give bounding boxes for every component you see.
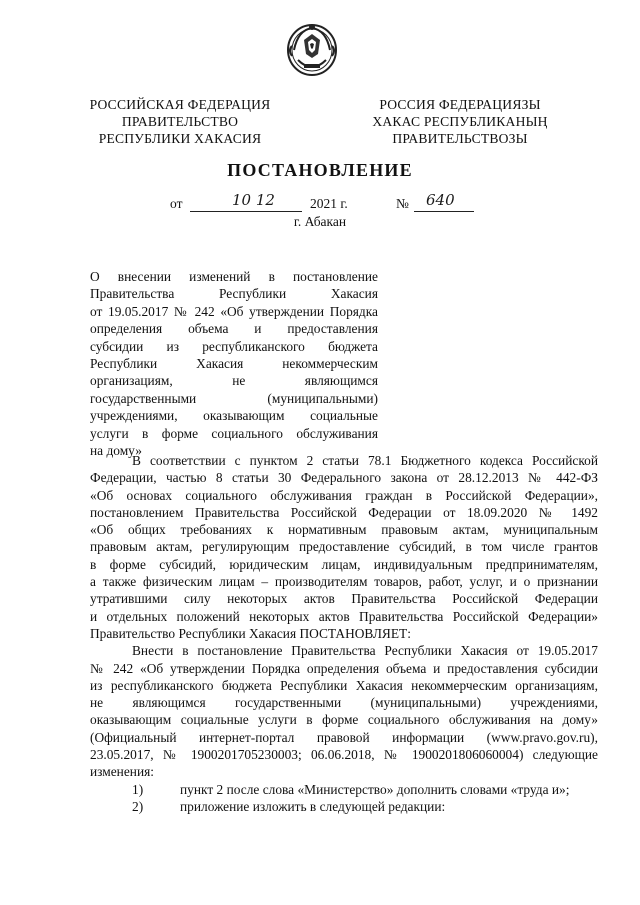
header-khakas-line: РОССИЯ ФЕДЕРАЦИЯЗЫ: [379, 97, 541, 112]
subject-line: О внесении изменений в постановление: [90, 269, 378, 284]
body-line: оказывающим социальные услуги в форме социального обслуживания на дому»: [90, 712, 598, 728]
coat-of-arms-emblem: [284, 20, 340, 78]
city-label: г. Абакан: [293, 214, 347, 229]
subject-line: Правительства Республики Хакасия: [90, 286, 378, 302]
list-item-number: 2): [132, 798, 144, 814]
subject-line: от 19.05.2017 № 242 «Об утверждении Порядка: [90, 303, 378, 319]
handwritten-date: 10 12: [232, 191, 275, 209]
subject-line: услуги в форме социального обслуживания: [90, 425, 378, 441]
list-item-number: 1): [132, 781, 144, 797]
header-ru-line: РЕСПУБЛИКИ ХАКАСИЯ: [98, 131, 262, 146]
body-line: изменения:: [90, 764, 155, 780]
body-line: и отдельных положений некоторых актов Правительства Российской Федерации»: [90, 608, 598, 624]
header-ru-line: РОССИЙСКАЯ ФЕДЕРАЦИЯ: [89, 97, 271, 112]
subject-line: на дому»: [90, 442, 142, 458]
body-line: В соответствии с пунктом 2 статьи 78.1 Бюджетного кодекса Российской: [132, 453, 598, 468]
number-underline: [414, 211, 474, 212]
list-item-text: пункт 2 после слова «Министерство» дополнить словами «труда и»;: [180, 781, 570, 797]
list-item: [90, 781, 598, 798]
subject-line: учреждениями, оказывающим социальные: [90, 408, 378, 424]
document-body: [90, 452, 598, 815]
body-line: правовым актам, регулирующим предоставление субсидий, в том числе грантов: [90, 539, 598, 555]
body-line: Правительство Республики Хакасия ПОСТАНОВЛЯЕТ:: [90, 625, 411, 641]
body-line: в форме субсидий, юридическим лицам, индивидуальным предпринимателям,: [90, 556, 598, 572]
body-line: (Официальный интернет-портал правовой информации (www.pravo.gov.ru),: [90, 729, 598, 745]
body-line: № 242 «Об утверждении Порядка определения объема и предоставления субсидии: [90, 660, 598, 676]
year-label: 2021 г.: [310, 196, 348, 211]
list-item-text: приложение изложить в следующей редакции:: [180, 798, 446, 814]
body-line: постановлением Правительства Российской Федерации от 18.09.2020 № 1492: [90, 504, 598, 520]
body-line: Федерации, частью 8 статьи 30 Федерального закона от 28.12.2013 № 442-ФЗ: [90, 470, 598, 486]
body-line: 23.05.2017, № 1900201705230003; 06.06.2018, № 1900201806060004) следующие: [90, 747, 598, 763]
body-line: не являющимся государственными (муниципальными) учреждениями,: [90, 695, 598, 711]
date-number-line: [170, 191, 480, 214]
document-title: ПОСТАНОВЛЕНИЕ: [227, 160, 413, 180]
body-line: из республиканского бюджета Республики Хакасия некоммерческим организациям,: [90, 677, 598, 693]
header-ru-line: ПРАВИТЕЛЬСТВО: [121, 114, 239, 129]
body-line: «Об общих требованиях к нормативным правовым актам, муниципальным: [90, 522, 598, 538]
header-ru-block: [80, 96, 280, 147]
body-line: «Об основах социального обслуживания граждан в Российской Федерации»,: [90, 487, 598, 503]
subject-line: организациям, не являющимся: [90, 373, 378, 389]
subject-line: субсидии из республиканского бюджета: [90, 338, 378, 354]
subject-line: государственными (муниципальными): [90, 390, 378, 406]
body-line: Внести в постановление Правительства Республики Хакасия от 19.05.2017: [132, 643, 598, 659]
handwritten-number: 640: [426, 191, 455, 209]
header-khakas-line: ХАКАС РЕСПУБЛИКАНЫҢ: [372, 114, 548, 129]
body-line: а также физическим лицам – производителям товаров, работ, услуг, и о признании: [90, 574, 598, 590]
subject-block: [90, 268, 378, 459]
header-khakas-block: [360, 96, 560, 147]
subject-line: Республики Хакасия некоммерческим: [90, 355, 378, 371]
date-prefix: от: [170, 196, 183, 211]
body-line: утратившими силу некоторых актов Правительства Российской Федерации: [90, 591, 598, 607]
header-khakas-line: ПРАВИТЕЛЬСТВОЗЫ: [392, 131, 528, 146]
list-item: [90, 798, 598, 815]
subject-line: определения объема и предоставления: [90, 321, 378, 337]
number-sign: №: [396, 196, 409, 211]
date-underline: [190, 211, 302, 212]
